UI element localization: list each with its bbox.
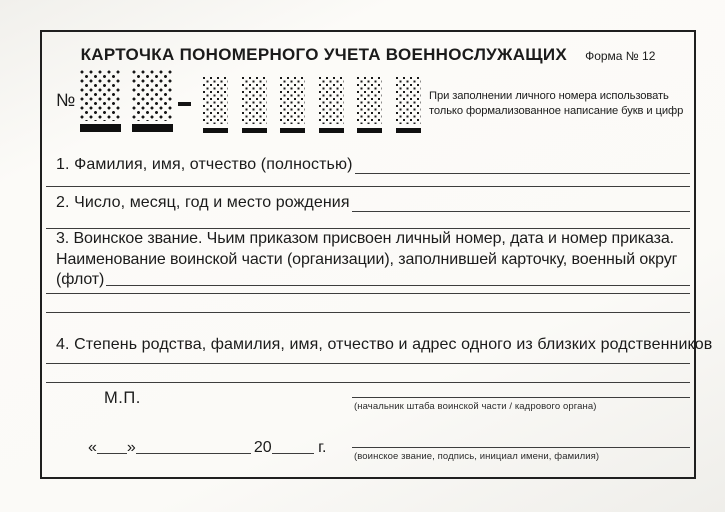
dot-pattern-icon (280, 77, 305, 124)
dot-pattern-icon (319, 77, 344, 124)
date-line (88, 439, 326, 457)
field-1-extra-line (46, 186, 690, 187)
chief-signature-caption: (начальник штаба воинской части / кадрового органа) (354, 401, 597, 412)
form-header (42, 45, 694, 65)
field-3-extra-line-1 (46, 293, 690, 294)
field-4-extra-line-1 (46, 363, 690, 364)
number-cell-large-2 (132, 70, 173, 132)
rank-signature-caption: (воинское звание, подпись, инициал имени, фамилия) (354, 451, 600, 462)
date-year-suffix: г. (318, 439, 327, 456)
field-2-write-line (352, 194, 690, 212)
field-3-fleet-label: (флот) (56, 271, 105, 288)
cell-underline-bar (132, 124, 173, 132)
form-number-label: Форма № 12 (585, 49, 656, 63)
chief-signature-line (352, 397, 690, 398)
form-border-frame (40, 30, 713, 479)
date-century: 20 (253, 439, 272, 456)
field-1-write-line (355, 156, 690, 174)
number-cell-large-1 (80, 70, 121, 132)
field-3-line-3 (56, 270, 690, 291)
number-dash-icon (178, 102, 191, 106)
date-month-blank (136, 441, 251, 454)
dot-pattern-icon (396, 77, 421, 124)
field-3-line-1: 3. Воинское звание. Чьим приказом присвоен личный номер, дата и номер приказа. (56, 230, 674, 247)
cell-underline-bar (357, 128, 382, 133)
dot-pattern-icon (357, 77, 382, 124)
note-line-1: При заполнении личного номера использовать (429, 90, 669, 102)
number-fill-note (429, 89, 683, 118)
field-4-relatives (56, 336, 713, 354)
note-line-2: только формализованное написание букв и цифр (429, 104, 684, 117)
open-quote: « (88, 439, 97, 456)
field-3-line-2: Наименование воинской части (организации), заполнившей карточку, военный округ (56, 250, 678, 268)
field-2-label: 2. Число, месяц, год и место рождения (56, 194, 350, 211)
cell-underline-bar (203, 128, 228, 133)
number-cell-small-2 (242, 77, 267, 133)
stamp-place-label: М.П. (104, 389, 141, 407)
field-1-fullname (56, 156, 690, 174)
field-3-rank (56, 229, 690, 291)
field-3-write-line (106, 270, 690, 286)
cell-underline-bar (242, 128, 267, 133)
field-3-extra-line-2 (46, 312, 690, 313)
field-4-label: 4. Степень родства, фамилия, имя, отчество и адрес одного из близких родственников (56, 336, 713, 353)
form-title: КАРТОЧКА ПОНОМЕРНОГО УЧЕТА ВОЕННОСЛУЖАЩИХ (80, 45, 568, 64)
cell-underline-bar (396, 128, 421, 133)
date-year-blank (272, 441, 314, 454)
date-day-blank (97, 441, 127, 454)
close-quote: » (126, 439, 136, 456)
field-4-extra-line-2 (46, 382, 690, 383)
field-1-label: 1. Фамилия, имя, отчество (полностью) (56, 156, 353, 173)
dot-pattern-icon (132, 70, 173, 121)
dot-pattern-icon (80, 70, 121, 121)
number-cell-small-6 (396, 77, 421, 133)
rank-signature-line (352, 447, 690, 448)
cell-underline-bar (80, 124, 121, 132)
number-cell-small-1 (203, 77, 228, 133)
cell-underline-bar (280, 128, 305, 133)
personal-number-sign: № (56, 90, 76, 110)
number-cell-small-3 (280, 77, 305, 133)
number-cell-small-5 (357, 77, 382, 133)
dot-pattern-icon (203, 77, 228, 124)
number-cell-small-4 (319, 77, 344, 133)
field-2-birth (56, 194, 690, 212)
cell-underline-bar (319, 128, 344, 133)
dot-pattern-icon (242, 77, 267, 124)
